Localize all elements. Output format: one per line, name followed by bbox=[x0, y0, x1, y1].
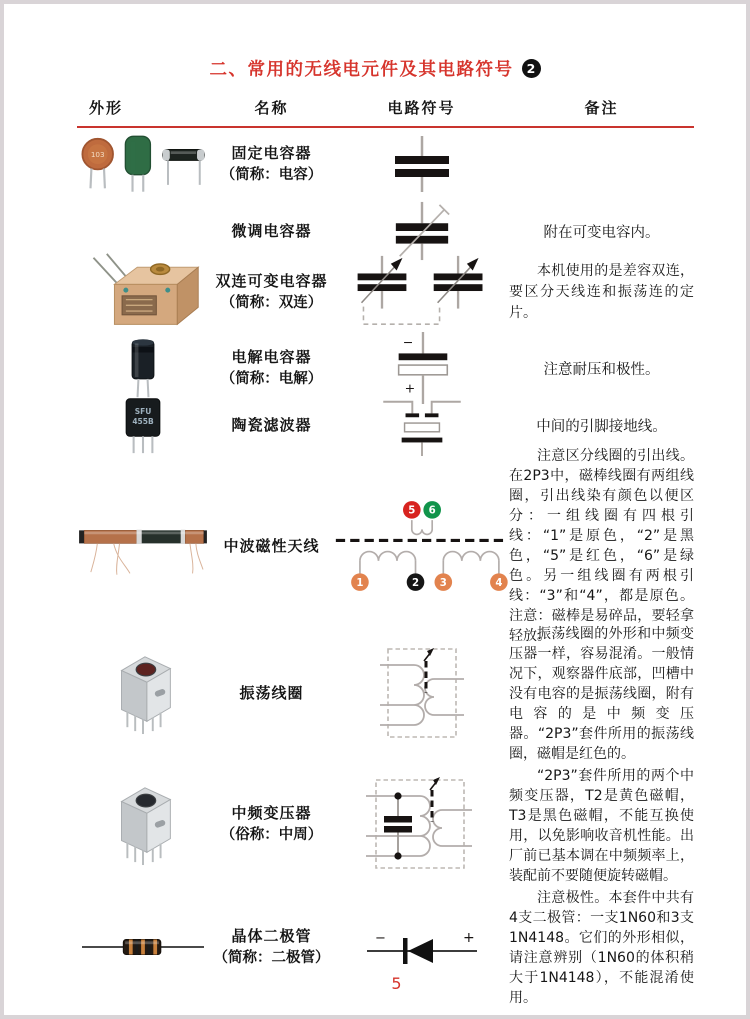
photo-fixed-capacitors bbox=[77, 131, 209, 197]
diode-photo bbox=[82, 932, 204, 962]
row-oscillation-coil bbox=[77, 622, 694, 762]
oscillation-coil-photo bbox=[103, 651, 183, 735]
row-diode bbox=[77, 886, 694, 1006]
dual-variable-capacitor-symbol-icon bbox=[346, 252, 498, 332]
ceramic-filter-symbol-icon bbox=[380, 394, 464, 456]
diode-symbol-icon bbox=[367, 929, 477, 965]
symbol-variable-capacitor bbox=[334, 252, 509, 332]
disc-capacitor-photo bbox=[77, 133, 118, 195]
svg-text:−: − bbox=[402, 334, 413, 350]
ferrite-rod-antenna-photo bbox=[77, 516, 209, 576]
photo-if-transformer bbox=[77, 782, 209, 866]
symbol-diode bbox=[334, 929, 509, 965]
page-title: 二、常用的无线电元件及其电路符号 bbox=[209, 60, 514, 80]
note-variable-capacitor: 本机使用的是差容双连，要区分天线连和振荡连的定片。 bbox=[509, 262, 694, 321]
col-header-symbol: 电路符号 bbox=[387, 99, 456, 117]
svg-text:SFU: SFU bbox=[134, 406, 152, 416]
film-capacitor-photo bbox=[120, 131, 156, 197]
note-trimmer-capacitor: 附在可变电容内。 bbox=[543, 224, 660, 241]
electrolytic-capacitor-photo bbox=[121, 337, 165, 399]
name-fixed-capacitor: 固定电容器 （简称：电容） bbox=[220, 144, 323, 183]
svg-text:1: 1 bbox=[355, 577, 363, 589]
svg-text:103: 103 bbox=[90, 149, 105, 159]
note-electrolytic-capacitor: 注意耐压和极性。 bbox=[543, 361, 660, 378]
name-if-transformer: 中频变压器 （俗称：中周） bbox=[220, 804, 323, 843]
document-page bbox=[4, 4, 746, 1015]
svg-text:5: 5 bbox=[407, 505, 415, 517]
antenna-coil-symbol-icon bbox=[334, 499, 510, 593]
name-ceramic-filter: 陶瓷滤波器 bbox=[231, 416, 312, 434]
photo-variable-capacitor bbox=[77, 252, 209, 332]
note-magnetic-antenna: 注意区分线圈的引出线。在2P3中，磁棒线圈有两组线圈，引出线染有颜色以便区分：一组线圈有四根引线：“1”是原色，“2”是黑色，“5”是红色，“6”是绿色。另一组线圈有两根引线：“3”和“4”，都是原色。注意：磁棒是易碎品，要轻拿轻放。 bbox=[509, 448, 694, 644]
note-diode: 注意极性。本套件中共有4支二极管：一支1N60和3支1N4148。它们的外形相似，请注意辨别（1N60的体积稍大于1N4148），不能混淆使用。 bbox=[509, 890, 694, 1006]
svg-text:3: 3 bbox=[439, 577, 447, 589]
col-header-notes: 备注 bbox=[584, 99, 619, 117]
if-transformer-photo bbox=[103, 782, 183, 866]
section-number-badge: 2 bbox=[522, 59, 541, 78]
note-ceramic-filter: 中间的引脚接地线。 bbox=[536, 418, 667, 435]
row-magnetic-antenna bbox=[77, 446, 694, 644]
row-if-transformer bbox=[77, 762, 694, 886]
svg-text:455B: 455B bbox=[132, 417, 154, 427]
svg-text:−: − bbox=[374, 931, 386, 946]
if-transformer-symbol-icon bbox=[366, 774, 478, 874]
photo-magnetic-antenna bbox=[77, 516, 209, 576]
symbol-magnetic-antenna bbox=[334, 499, 509, 593]
symbol-oscillation-coil bbox=[334, 643, 509, 743]
note-if-transformer: “2P3”套件所用的两个中频变压器，T2是黄色磁帽，T3是黑色磁帽，不能互换使用，以免影响收音机性能。出厂前已基本调在中频频率上，装配前不要随便旋转磁帽。 bbox=[509, 768, 694, 884]
oscillation-coil-symbol-icon bbox=[372, 643, 472, 743]
components-table bbox=[77, 82, 694, 1006]
name-electrolytic-capacitor: 电解电容器 （简称：电解） bbox=[220, 348, 323, 387]
ceramic-filter-photo bbox=[117, 395, 169, 455]
svg-text:4: 4 bbox=[494, 577, 502, 589]
name-diode: 晶体二极管 （简称：二极管） bbox=[213, 927, 330, 966]
svg-text:2: 2 bbox=[411, 577, 419, 589]
row-electrolytic-capacitor bbox=[77, 332, 694, 394]
col-header-name: 名称 bbox=[254, 99, 289, 117]
table-header bbox=[77, 82, 694, 128]
photo-oscillation-coil bbox=[77, 651, 209, 735]
svg-text:+: + bbox=[462, 930, 475, 946]
name-variable-capacitor: 双连可变电容器 （简称：双连） bbox=[215, 272, 328, 311]
row-trimmer-capacitor bbox=[77, 200, 694, 252]
variable-capacitor-photo bbox=[82, 252, 204, 332]
symbol-if-transformer bbox=[334, 774, 509, 874]
name-trimmer-capacitor: 微调电容器 bbox=[231, 222, 312, 240]
photo-diode bbox=[77, 932, 209, 962]
symbol-ceramic-filter bbox=[334, 394, 509, 456]
fixed-capacitor-symbol-icon bbox=[387, 136, 457, 192]
page-number: 5 bbox=[391, 974, 402, 993]
tubular-component-photo bbox=[158, 135, 209, 193]
col-header-appearance: 外形 bbox=[89, 99, 124, 117]
symbol-fixed-capacitor bbox=[334, 136, 509, 192]
photo-ceramic-filter bbox=[77, 395, 209, 455]
photo-electrolytic-capacitor bbox=[77, 337, 209, 399]
svg-text:+: + bbox=[404, 380, 415, 396]
svg-text:6: 6 bbox=[428, 505, 436, 517]
note-oscillation-coil: 振荡线圈的外形和中频变压器一样，容易混淆。一般情况下，观察器件底部，凹槽中没有电容的是振荡线圈，附有电容的是中频变压器。“2P3”套件所用的振荡线圈，磁帽是红色的。 bbox=[509, 626, 694, 762]
name-oscillation-coil: 振荡线圈 bbox=[239, 684, 304, 702]
row-ceramic-filter bbox=[77, 394, 694, 446]
row-fixed-capacitor bbox=[77, 128, 694, 200]
name-magnetic-antenna: 中波磁性天线 bbox=[223, 537, 320, 555]
title-block bbox=[4, 4, 746, 82]
row-variable-capacitor bbox=[77, 252, 694, 332]
